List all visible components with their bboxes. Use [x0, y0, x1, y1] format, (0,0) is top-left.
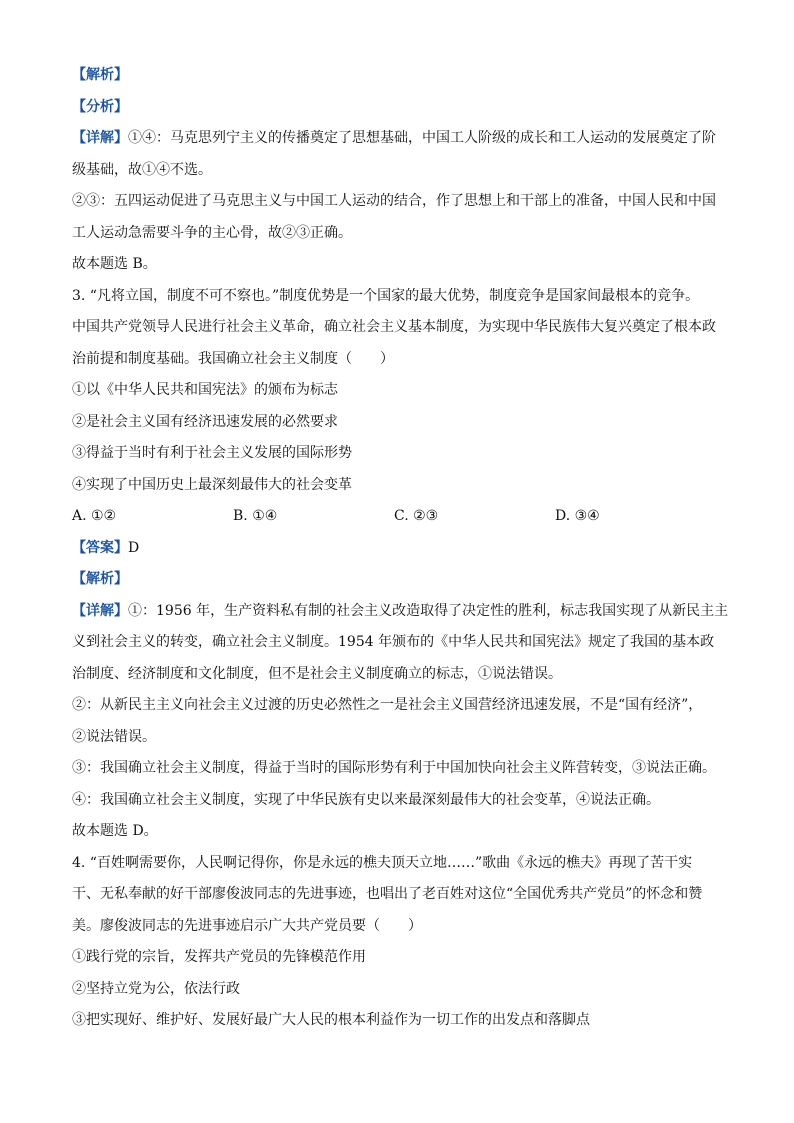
q3-options: [72, 501, 722, 533]
q2-conclusion: 故本题选 B。: [72, 256, 157, 272]
q3-item: ①以《中华人民共和国宪法》的颁布为标志: [72, 382, 338, 398]
answer-value: D: [128, 539, 140, 556]
q3-detail-line: ②说法错误。: [72, 728, 156, 745]
q2-fenxi-heading: [72, 92, 722, 124]
q3-detail-line: ③：我国确立社会主义制度，得益于当时的国际形势有利于中国加快向社会主义阵营转变，③说法正确。: [72, 760, 716, 776]
fenxi-tag: 【分析】: [72, 98, 128, 115]
q4-item: ①践行党的宗旨，发挥共产党员的先锋模范作用: [72, 949, 366, 965]
detail-text: ①：1956 年，生产资料私有制的社会主义改造取得了决定性的胜利，标志我国实现了从新民主主: [128, 602, 729, 619]
q3-stem: 3. “凡将立国，制度不可不察也。”制度优势是一个国家的最大优势，制度竞争是国家间最根本的竞争。: [72, 287, 700, 304]
option-c: C. ②③: [394, 508, 439, 524]
q4-stem: 4. “百姓啊需要你，人民啊记得你，你是永远的樵夫顶天立地……”歌曲《永远的樵夫》再现了苦干实: [72, 854, 693, 871]
q3-detail-line: 治制度、经济制度和文化制度，但不是社会主义制度确立的标志，①说法错误。: [72, 665, 562, 682]
q4-item: ②坚持立党为公，依法行政: [72, 980, 240, 997]
q3-detail-line: 义到社会主义的转变，确立社会主义制度。1954 年颁布的《中华人民共和国宪法》规定了我国的基本政: [72, 634, 715, 650]
q3-analysis-heading: [72, 564, 722, 596]
option-d: D. ③④: [555, 508, 600, 524]
q3-item: ③得益于当时有利于社会主义发展的国际形势: [72, 445, 352, 461]
q2-detail-line: 工人运动急需要斗争的主心骨，故②③正确。: [72, 224, 352, 241]
q2-detail-line: [72, 123, 722, 155]
q3-detail-line: [72, 596, 729, 628]
q3-item: ②是社会主义国有经济迅速发展的必然要求: [72, 413, 338, 430]
document-page: [72, 60, 729, 1037]
q2-detail-line: ②③：五四运动促进了马克思主义与中国工人运动的结合，作了思想上和干部上的准备，中国人民和中国: [72, 193, 716, 209]
q3-answer: [72, 533, 722, 565]
q4-stem: 干、无私奉献的好干部廖俊波同志的先进事迹，也唱出了老百姓对这位“全国优秀共产党员”的怀念和赞: [72, 886, 703, 902]
q3-stem: 治前提和制度基础。我国确立社会主义制度（ ）: [72, 350, 394, 367]
detail-tag: 【详解】: [72, 130, 128, 146]
analysis-tag: 【解析】: [72, 571, 128, 587]
detail-text: ①④：马克思列宁主义的传播奠定了思想基础，中国工人阶级的成长和工人运动的发展奠定了阶: [128, 130, 716, 146]
detail-tag: 【详解】: [72, 602, 128, 619]
q3-detail-line: ②：从新民主主义向社会主义过渡的历史必然性之一是社会主义国营经济迅速发展，不是“国有经济”，: [72, 697, 703, 713]
option-b: B. ①④: [233, 508, 278, 524]
q3-stem: 中国共产党领导人民进行社会主义革命，确立社会主义基本制度，为实现中华民族伟大复兴奠定了根本政: [72, 319, 716, 335]
option-a: A. ①②: [72, 508, 117, 524]
q3-conclusion: 故本题选 D。: [72, 823, 158, 839]
q2-detail-line: 级基础，故①④不选。: [72, 161, 212, 178]
q2-analysis-heading: [72, 60, 722, 92]
analysis-tag: 【解析】: [72, 67, 128, 83]
answer-tag: 【答案】: [72, 539, 128, 556]
q4-item: ③把实现好、维护好、发展好最广大人民的根本利益作为一切工作的出发点和落脚点: [72, 1012, 590, 1028]
q4-stem: 美。廖俊波同志的先进事迹启示广大共产党员要（ ）: [72, 917, 422, 934]
q3-detail-line: ④：我国确立社会主义制度，实现了中华民族有史以来最深刻最伟大的社会变革，④说法正确。: [72, 791, 660, 808]
q3-item: ④实现了中国历史上最深刻最伟大的社会变革: [72, 476, 352, 493]
